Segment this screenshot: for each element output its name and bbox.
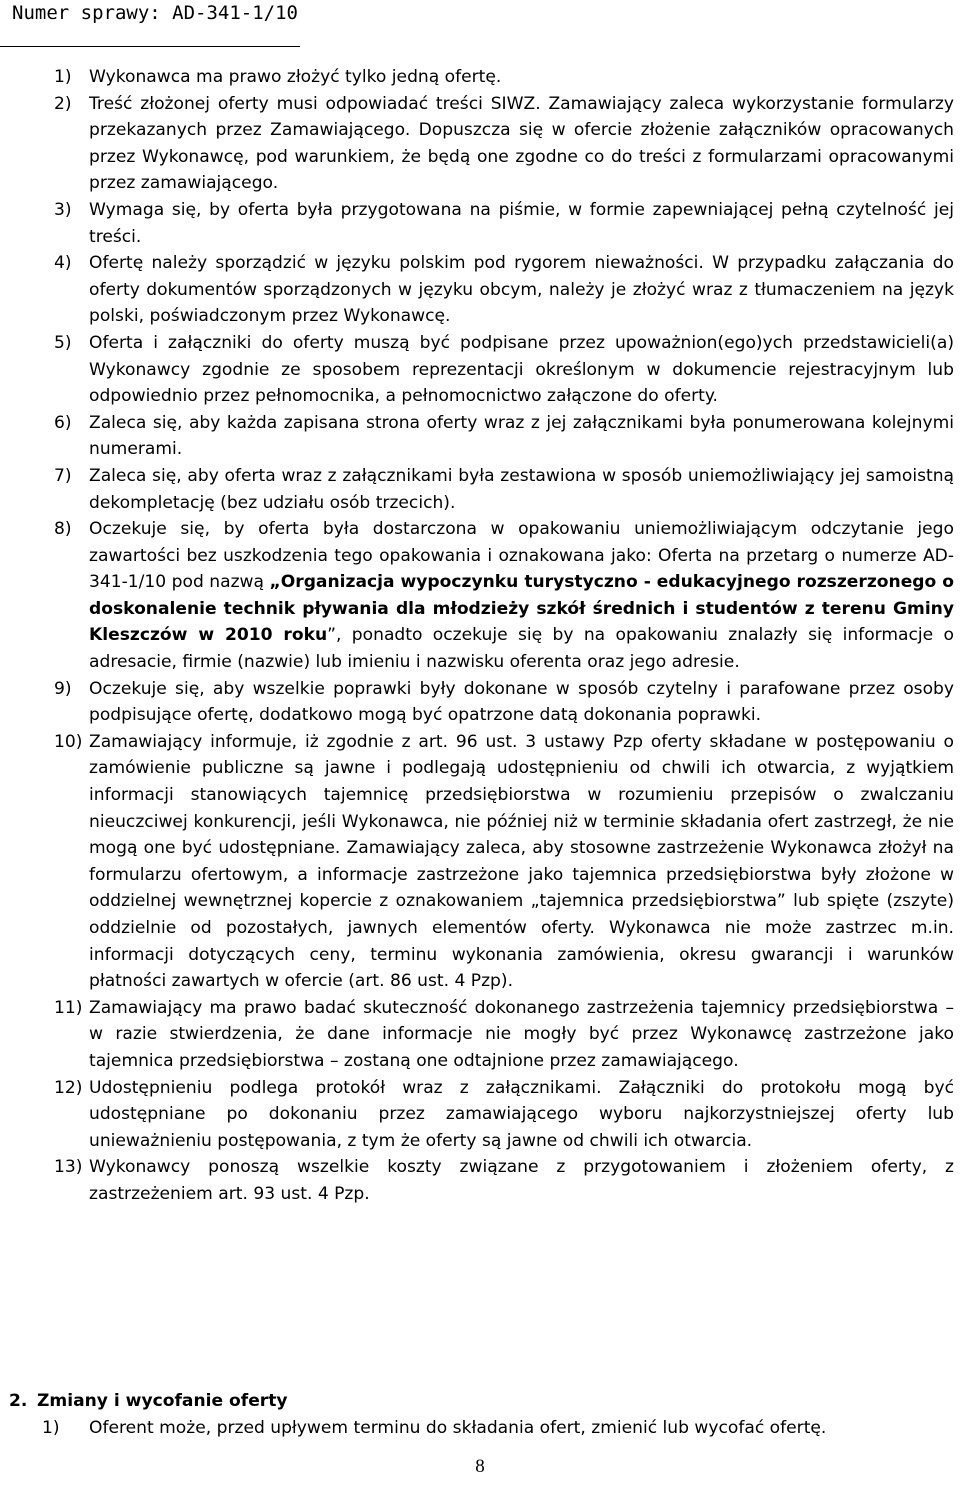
list-item-text: Zamawiający informuje, iż zgodnie z art. 96 ust. 3 ustawy Pzp oferty składane w postępowaniu o zamówienie publiczne są jawne i podlegają udostępnieniu od chwili ich otwarcia, z wyjątkiem informacji stanowiących tajemnicę przedsiębiorstwa w rozumieniu przepisów o zwalczaniu nieuczciwej konkurencji, jeśli Wykonawca, nie później niż w terminie składania ofert zastrzegł, że nie mogą one być udostępniane. Zamawiający zaleca, aby stosowne zastrzeżenie Wykonawca złożył na formularzu ofertowym, a informacje zastrzeżone jako tajemnica przedsiębiorstwa były złożone w oddzielnej wewnętrznej kopercie z oznakowaniem „tajemnica przedsiębiorstwa” lub spięte (zszyte) oddzielnie od pozostałych, jawnych elementów oferty. Wykonawca nie może zastrzec m.in. informacji dotyczących ceny, terminu wykonania zamówienia, okresu gwarancji i warunków płatności zawartych w ofercie (art. 86 ust. 4 Pzp). [89, 731, 954, 992]
list-item-text: Zamawiający ma prawo badać skuteczność dokonanego zastrzeżenia tajemnicy przedsiębiorstwa – w razie stwierdzenia, że dane informacje nie mogły być przez Wykonawcę zastrzeżone jako tajemnica przedsiębiorstwa – zostaną one odtajnione przez zamawiającego. [89, 997, 954, 1071]
list-item-number: 4) [54, 253, 72, 274]
list-item-number: 9) [54, 678, 72, 699]
case-number-header: Numer sprawy: AD-341-1/10 [12, 2, 298, 24]
list-item [0, 463, 960, 516]
list-item-text: Zaleca się, aby każda zapisana strona oferty wraz z jej załącznikami była ponumerowana kolejnymi numerami. [89, 412, 954, 460]
list-item [0, 676, 960, 729]
list-item-text: Oczekuje się, aby wszelkie poprawki były dokonane w sposób czytelny i parafowane przez osoby podpisujące ofertę, dodatkowo mogą być opatrzone datą dokonania poprawki. [89, 678, 954, 726]
list-item [0, 64, 960, 91]
list-item-number: 7) [54, 465, 72, 486]
list-item-number: 8) [54, 519, 72, 540]
tender-name: „Organizacja wypoczynku turystyczno - edukacyjnego rozszerzonego o doskonalenie technik pływania dla młodzieży szkół średnich i studentów z terenu Gminy Kleszczów w 2010 roku [89, 572, 954, 646]
list-item-text: Zaleca się, aby oferta wraz z załącznikami była zestawiona w sposób uniemożliwiający jej samoistną dekompletację (bez udziału osób trzecich). [89, 465, 954, 513]
list-item [0, 729, 960, 995]
list-item [0, 410, 960, 463]
list-item-text-part: ”, ponadto oczekuje się by na opakowaniu znalazły się informacje o adresacie, firmie (nazwie) lub imieniu i nazwisku oferenta oraz jego adresie. [89, 625, 954, 673]
list-item-text: Wymaga się, by oferta była przygotowana na piśmie, w formie zapewniającej pełną czytelność jej treści. [89, 199, 954, 247]
list-item-text-part: Oczekuje się, by oferta była dostarczona w opakowaniu uniemożliwiającym odczytanie jego zawartości bez uszkodzenia tego opakowania i oznakowana jako: Oferta na przetarg o numerze AD-341-1/10 pod nazwą [89, 519, 954, 593]
list-item-number: 12) [54, 1077, 83, 1098]
section-number: 2. [9, 1391, 28, 1411]
page-number: 8 [475, 1456, 485, 1477]
list-item-text [89, 516, 954, 676]
list-item [0, 250, 960, 330]
list-item-number: 11) [54, 997, 83, 1018]
list-item [0, 1154, 960, 1207]
list-item-number: 6) [54, 412, 72, 433]
list-item-number: 3) [54, 199, 72, 220]
list-item-text: Treść złożonej oferty musi odpowiadać treści SIWZ. Zamawiający zaleca wykorzystanie formularzy przekazanych przez Zamawiającego. Dopuszcza się w ofercie złożenie załączników opracowanych przez Wykonawcę, pod warunkiem, że będą one zgodne co do treści z formularzami opracowanymi przez zamawiającego. [89, 93, 954, 194]
numbered-list [0, 64, 960, 1208]
list-item-number: 5) [54, 332, 72, 353]
list-item [0, 995, 960, 1075]
section-heading [9, 1388, 949, 1415]
list-item-text: Wykonawca ma prawo złożyć tylko jedną ofertę. [89, 67, 502, 87]
list-item-number: 1) [54, 67, 72, 87]
list-item-text: Oferta i załączniki do oferty muszą być podpisane przez upoważnion(ego)ych przedstawicieli(a) Wykonawcy zgodnie ze sposobem reprezentacji określonym w dokumencie rejestracyjnym lub odpowiednio przez pełnomocnika, a pełnomocnictwo załączone do oferty. [89, 332, 954, 407]
list-item-text: Udostępnieniu podlega protokół wraz z załącznikami. Załączniki do protokołu mogą być udostępniane po dokonaniu przez zamawiającego wyboru najkorzystniejszej oferty lub unieważnieniu postępowania, z tym że oferty są jawne od chwili ich otwarcia. [89, 1077, 954, 1151]
list-item-number: 10) [54, 731, 83, 752]
list-item [0, 91, 960, 197]
header-rule [0, 46, 300, 47]
list-item-text: Wykonawcy ponoszą wszelkie koszty związane z przygotowaniem i złożeniem oferty, z zastrzeżeniem art. 93 ust. 4 Pzp. [89, 1157, 954, 1204]
list-item-number: 2) [54, 93, 72, 114]
list-item [9, 1415, 949, 1442]
list-item-text: Ofertę należy sporządzić w języku polskim pod rygorem nieważności. W przypadku załączania do oferty dokumentów sporządzonych w języku obcym, należy je złożyć wraz z tłumaczeniem na język polski, poświadczonym przez Wykonawcę. [89, 253, 954, 327]
list-item-number: 1) [42, 1417, 60, 1438]
list-item-number: 13) [54, 1157, 83, 1178]
list-item-text: Oferent może, przed upływem terminu do składania ofert, zmienić lub wycofać ofertę. [89, 1417, 827, 1438]
list-item [0, 1075, 960, 1155]
section-changes-withdrawal [9, 1388, 949, 1441]
list-item [0, 516, 960, 676]
list-item [0, 330, 960, 410]
list-item [0, 197, 960, 250]
section-title: Zmiany i wycofanie oferty [37, 1391, 288, 1411]
